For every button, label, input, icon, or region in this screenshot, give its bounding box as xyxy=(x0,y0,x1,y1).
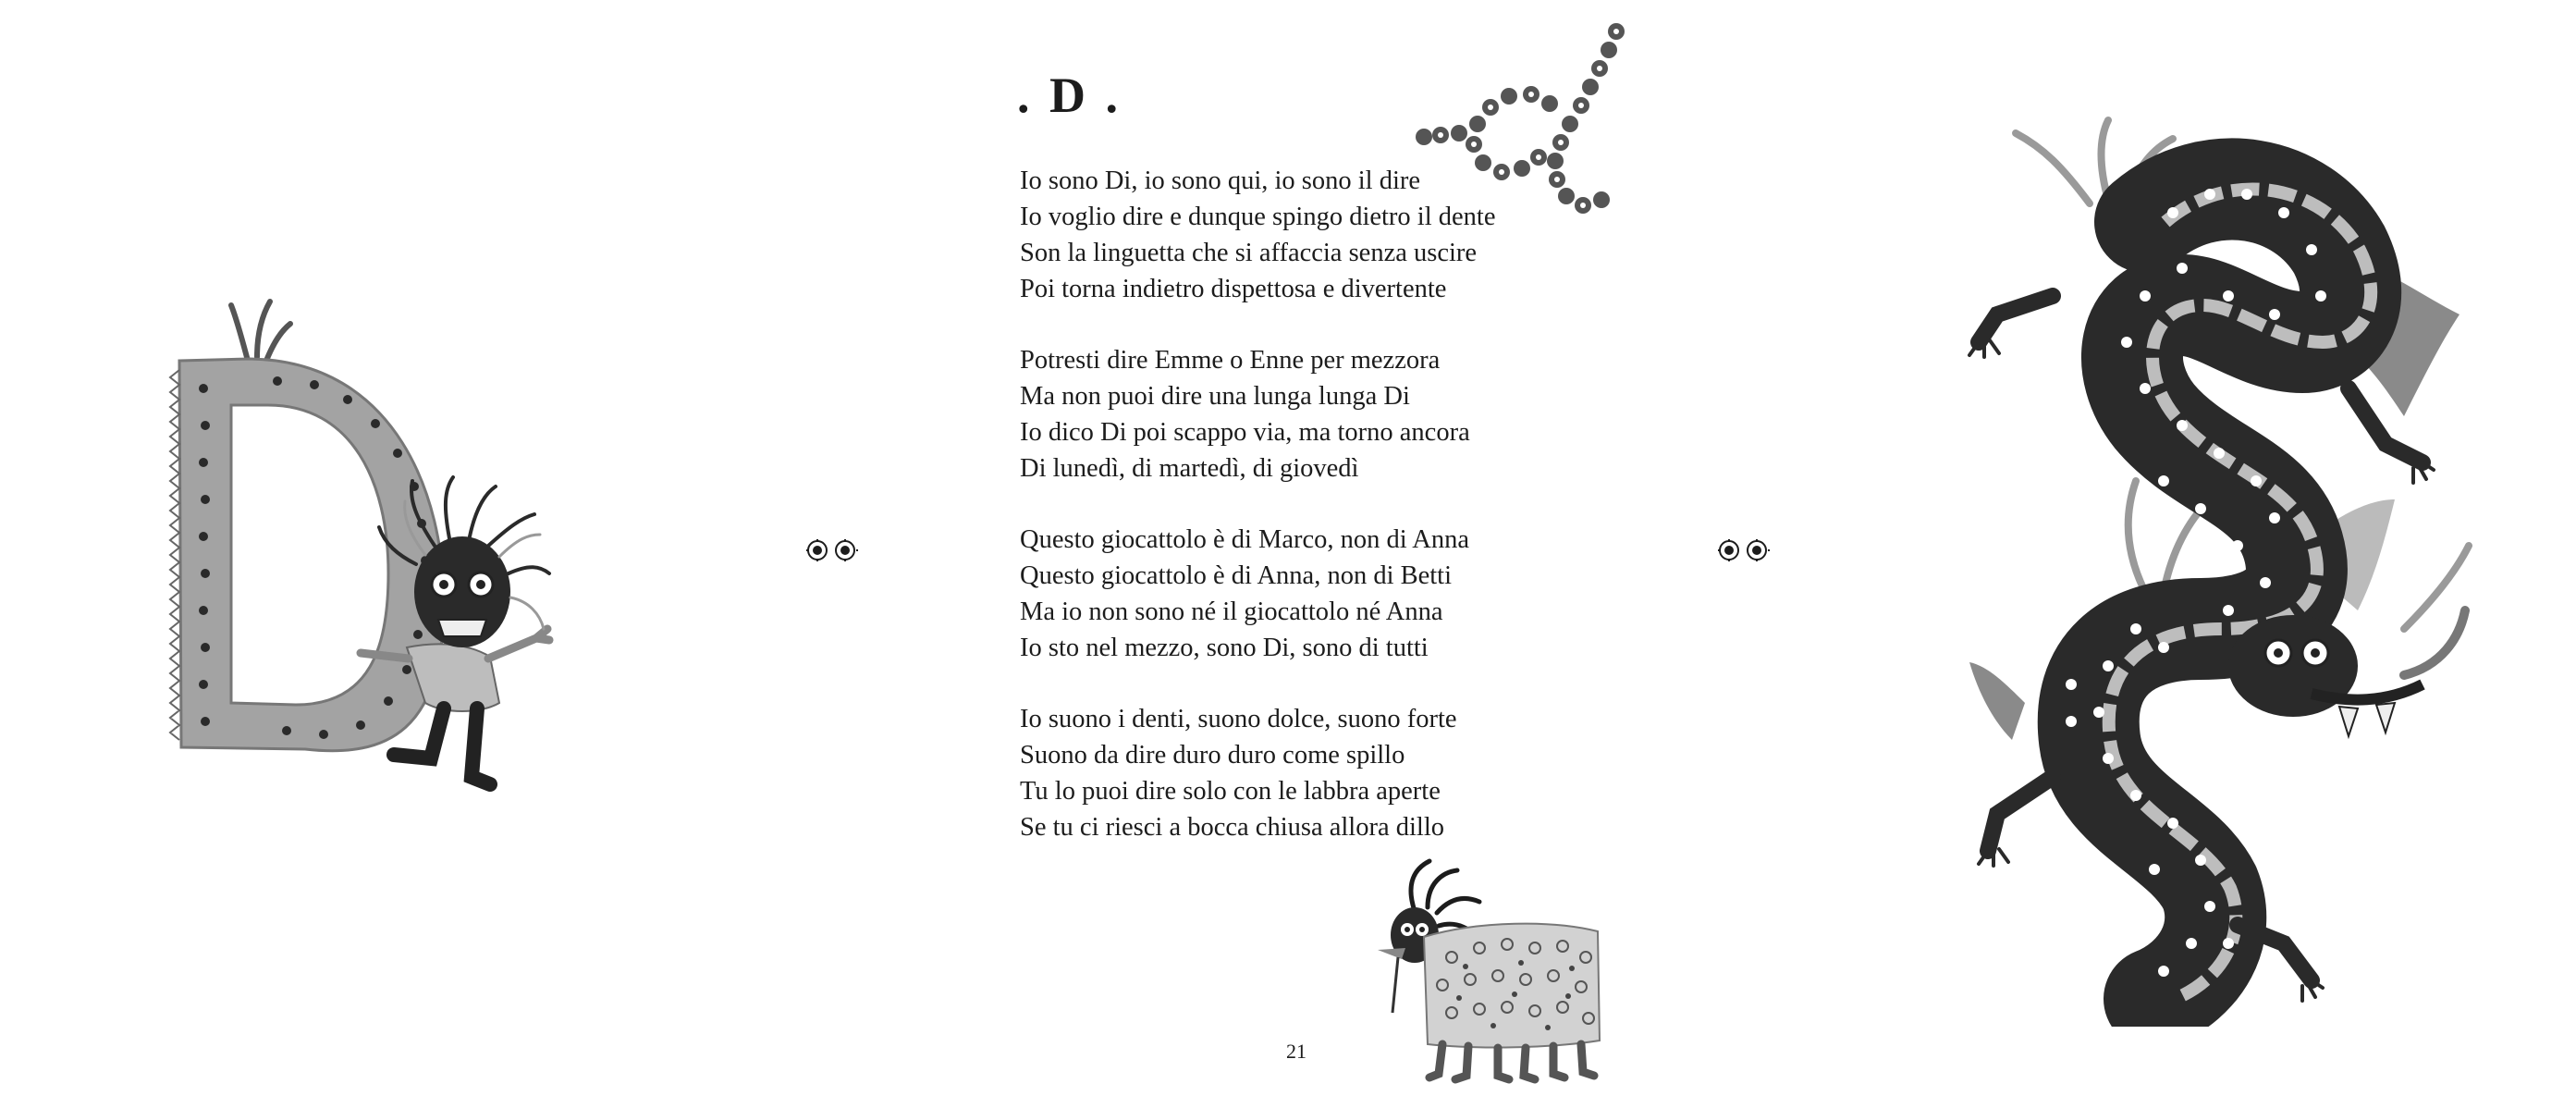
stanza-3 xyxy=(1020,522,1538,666)
poem-line: Potresti dire Emme o Enne per mezzora xyxy=(1020,346,1441,375)
poem-line: Io voglio dire e dunque spingo dietro il dente xyxy=(1020,203,1496,231)
poem-line: Questo giocattolo è di Marco, non di Anna xyxy=(1020,525,1469,554)
poem-line: Ma io non sono né il giocattolo né Anna xyxy=(1020,597,1443,626)
poem-line: Questo giocattolo è di Anna, non di Betti xyxy=(1020,561,1453,590)
letter-d-illustration xyxy=(166,296,610,814)
poem xyxy=(1020,163,1538,880)
poem-line: Io suono i denti, suono dolce, suono forte xyxy=(1020,705,1457,733)
stanza-2 xyxy=(1020,342,1538,486)
letter-title: . D . xyxy=(1017,68,1122,123)
poem-line: Io dico Di poi scappo via, ma torno ancora xyxy=(1020,418,1470,447)
poem-line: Son la linguetta che si affaccia senza uscire xyxy=(1020,239,1478,267)
lion-dance-illustration xyxy=(1350,856,1646,1087)
poem-line: Io sto nel mezzo, sono Di, sono di tutti xyxy=(1020,634,1429,662)
dragon-illustration xyxy=(1905,111,2478,1027)
poem-line: Ma non puoi dire una lunga lunga Di xyxy=(1020,382,1410,411)
poem-line: Poi torna indietro dispettosa e divertente xyxy=(1020,275,1447,303)
poem-line: Di lunedì, di martedì, di giovedì xyxy=(1020,454,1359,483)
poem-line: Suono da dire duro duro come spillo xyxy=(1020,741,1405,770)
page-number: 21 xyxy=(1286,1040,1306,1063)
ornament-right xyxy=(1716,537,1772,568)
stanza-4 xyxy=(1020,701,1538,845)
poem-line: Tu lo puoi dire solo con le labbra aperte xyxy=(1020,777,1441,806)
poem-line: Se tu ci riesci a bocca chiusa allora dillo xyxy=(1020,813,1444,842)
poem-line: Io sono Di, io sono qui, io sono il dire xyxy=(1020,166,1421,195)
stanza-1 xyxy=(1020,163,1538,307)
ornament-left xyxy=(804,537,860,568)
